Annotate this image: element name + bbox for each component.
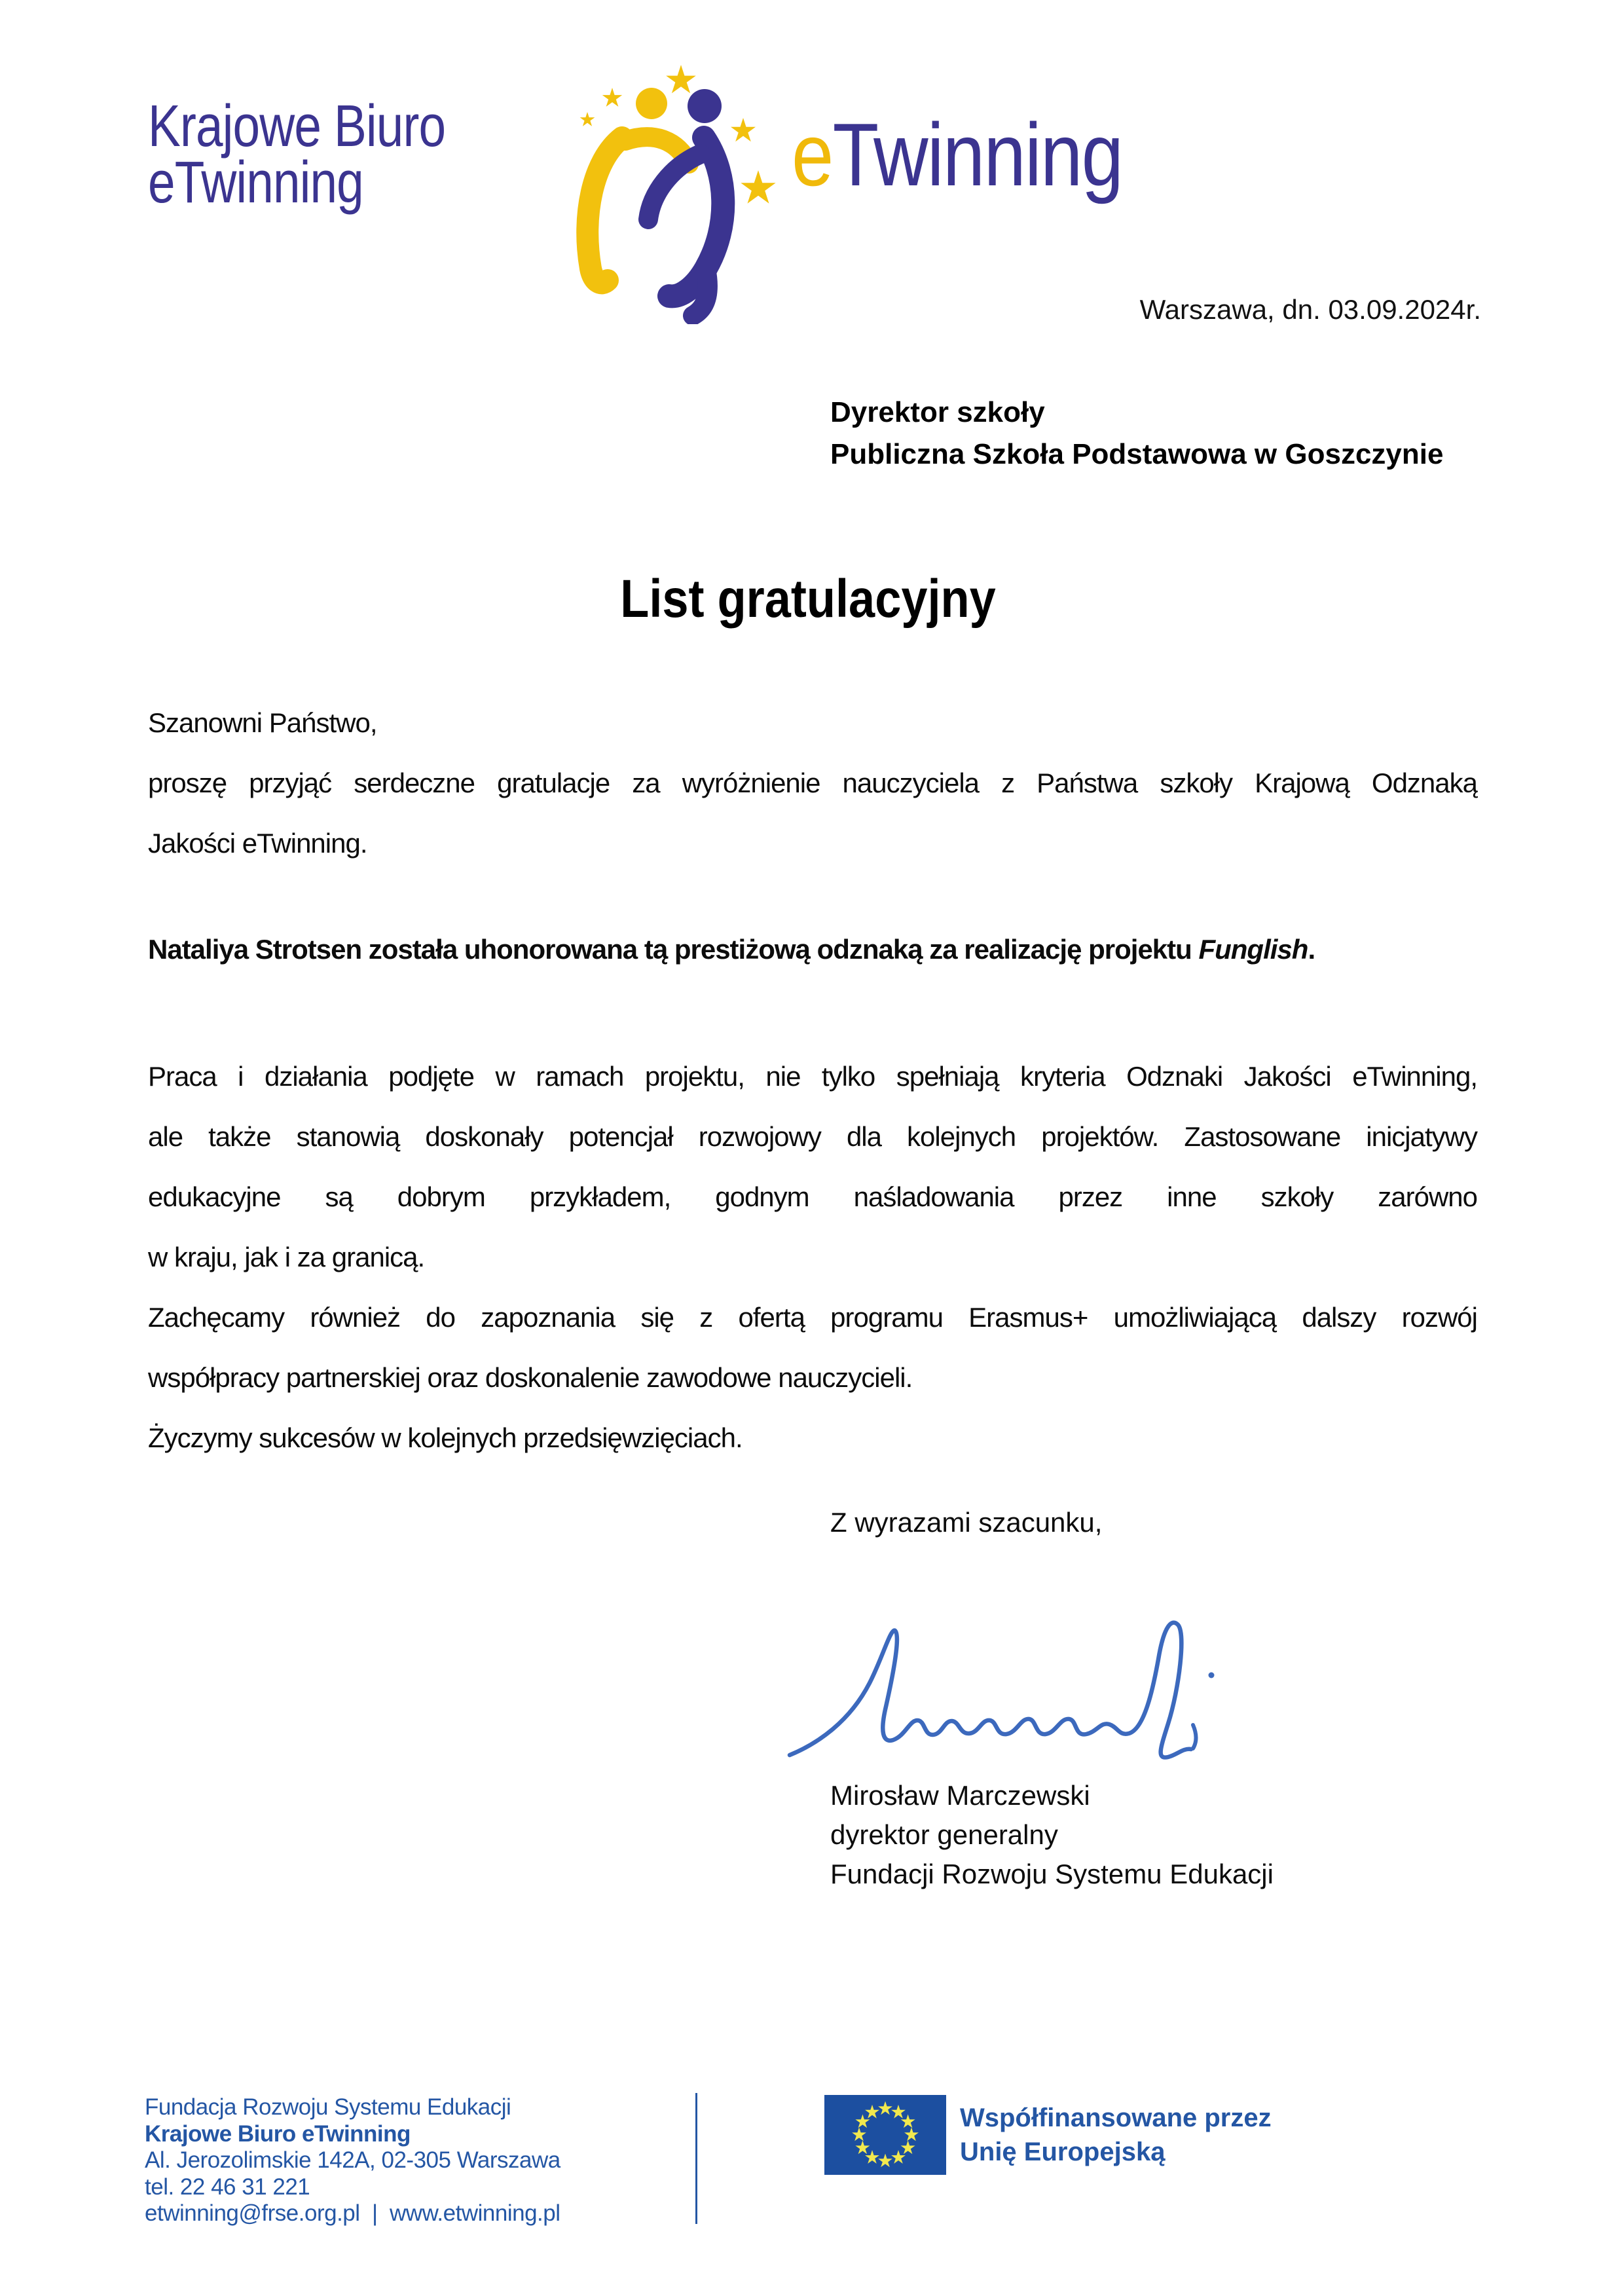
star-icon — [580, 112, 595, 126]
eu-funding-line2: Unię Europejską — [960, 2138, 1166, 2166]
etwinning-wordmark — [792, 105, 1123, 204]
logo-yellow-figure-head — [636, 88, 667, 119]
body-line: Praca i działania podjęte w ramach projektu, nie tylko spełniają kryteria Odznaki Jakości eTwinning, — [148, 1061, 1477, 1092]
footer-email: etwinning@frse.org.pl — [145, 2200, 360, 2226]
etwinning-wordmark-rest: Twinning — [832, 105, 1123, 204]
body-line: edukacyjne są dobrym przykładem, godnym naśladowania przez inne szkoły zarówno — [148, 1181, 1477, 1212]
national-bureau-wordmark — [148, 94, 446, 215]
signature-icon — [779, 1597, 1224, 1773]
signature-tick — [1193, 1725, 1196, 1749]
recipient-school: Publiczna Szkoła Podstawowa w Goszczynie — [830, 438, 1444, 470]
national-bureau-line2: eTwinning — [148, 150, 363, 215]
star-icon — [666, 65, 696, 93]
recipient-block — [830, 392, 1443, 475]
signer-title: dyrektor generalny — [830, 1819, 1058, 1850]
logo-purple-figure-arm — [648, 154, 701, 219]
highlight-line — [148, 919, 1477, 980]
body-line: ale także stanowią doskonały potencjał rozwojowy dla kolejnych projektów. Zastosowane inicjatywy — [148, 1121, 1477, 1152]
valediction: Z wyrazami szacunku, — [830, 1507, 1103, 1538]
signer-block — [830, 1776, 1274, 1894]
recipient-role: Dyrektor szkoły — [830, 396, 1045, 428]
footer-org: Fundacja Rozwoju Systemu Edukacji — [145, 2094, 511, 2120]
signature-stroke — [790, 1623, 1191, 1758]
logo-yellow-figure-body — [587, 138, 622, 283]
footer-address: Al. Jerozolimskie 142A, 02-305 Warszawa — [145, 2147, 560, 2173]
highlight-period: . — [1308, 934, 1315, 965]
star-icon — [731, 118, 756, 141]
signer-name: Mirosław Marczewski — [830, 1780, 1090, 1811]
body-line: Zachęcamy również do zapoznania się z ofertą programu Erasmus+ umożliwiającą dalszy rozwój — [148, 1302, 1477, 1333]
page-title: List gratulacyjny — [620, 569, 996, 629]
highlight-text: Nataliya Strotsen została uhonorowana tą prestiżową odznaką za realizację projektu — [148, 934, 1199, 965]
footer-separator: | — [371, 2200, 378, 2226]
footer-website: www.etwinning.pl — [390, 2200, 560, 2226]
footer-phone: tel. 22 46 31 221 — [145, 2174, 310, 2200]
national-bureau-line1: Krajowe Biuro — [148, 94, 446, 159]
salutation: Szanowni Państwo, — [148, 707, 377, 738]
etwinning-logo-icon — [550, 62, 825, 324]
logo-purple-figure-head — [688, 89, 722, 123]
body-line: proszę przyjąć serdeczne gratulacje za wyróżnienie nauczyciela z Państwa szkoły Krajową Odznaką — [148, 768, 1477, 798]
body-line: Jakości eTwinning. — [148, 828, 367, 859]
body-line: współpracy partnerskiej oraz doskonalenie zawodowe nauczycieli. — [148, 1362, 913, 1393]
etwinning-wordmark-e: e — [792, 105, 833, 204]
eu-funding-label — [960, 2101, 1272, 2169]
footer-divider — [695, 2093, 697, 2224]
date-line: Warszawa, dn. 03.09.2024r. — [1139, 294, 1481, 325]
letter-body — [148, 693, 1477, 1468]
eu-flag-icon — [824, 2095, 946, 2175]
body-line: w kraju, jak i za granicą. — [148, 1242, 425, 1272]
footer-office: Krajowe Biuro eTwinning — [145, 2120, 411, 2147]
footer-links — [145, 2200, 560, 2227]
body-line: Życzymy sukcesów w kolejnych przedsięwzięciach. — [148, 1422, 743, 1453]
eu-funding-line1: Współfinansowane przez — [960, 2103, 1272, 2132]
star-icon — [602, 88, 622, 107]
signature-dot — [1209, 1673, 1215, 1678]
signer-org: Fundacji Rozwoju Systemu Edukacji — [830, 1859, 1274, 1889]
star-icon — [741, 170, 775, 204]
project-name: Funglish — [1198, 934, 1308, 965]
footer-contact-block — [145, 2094, 560, 2227]
